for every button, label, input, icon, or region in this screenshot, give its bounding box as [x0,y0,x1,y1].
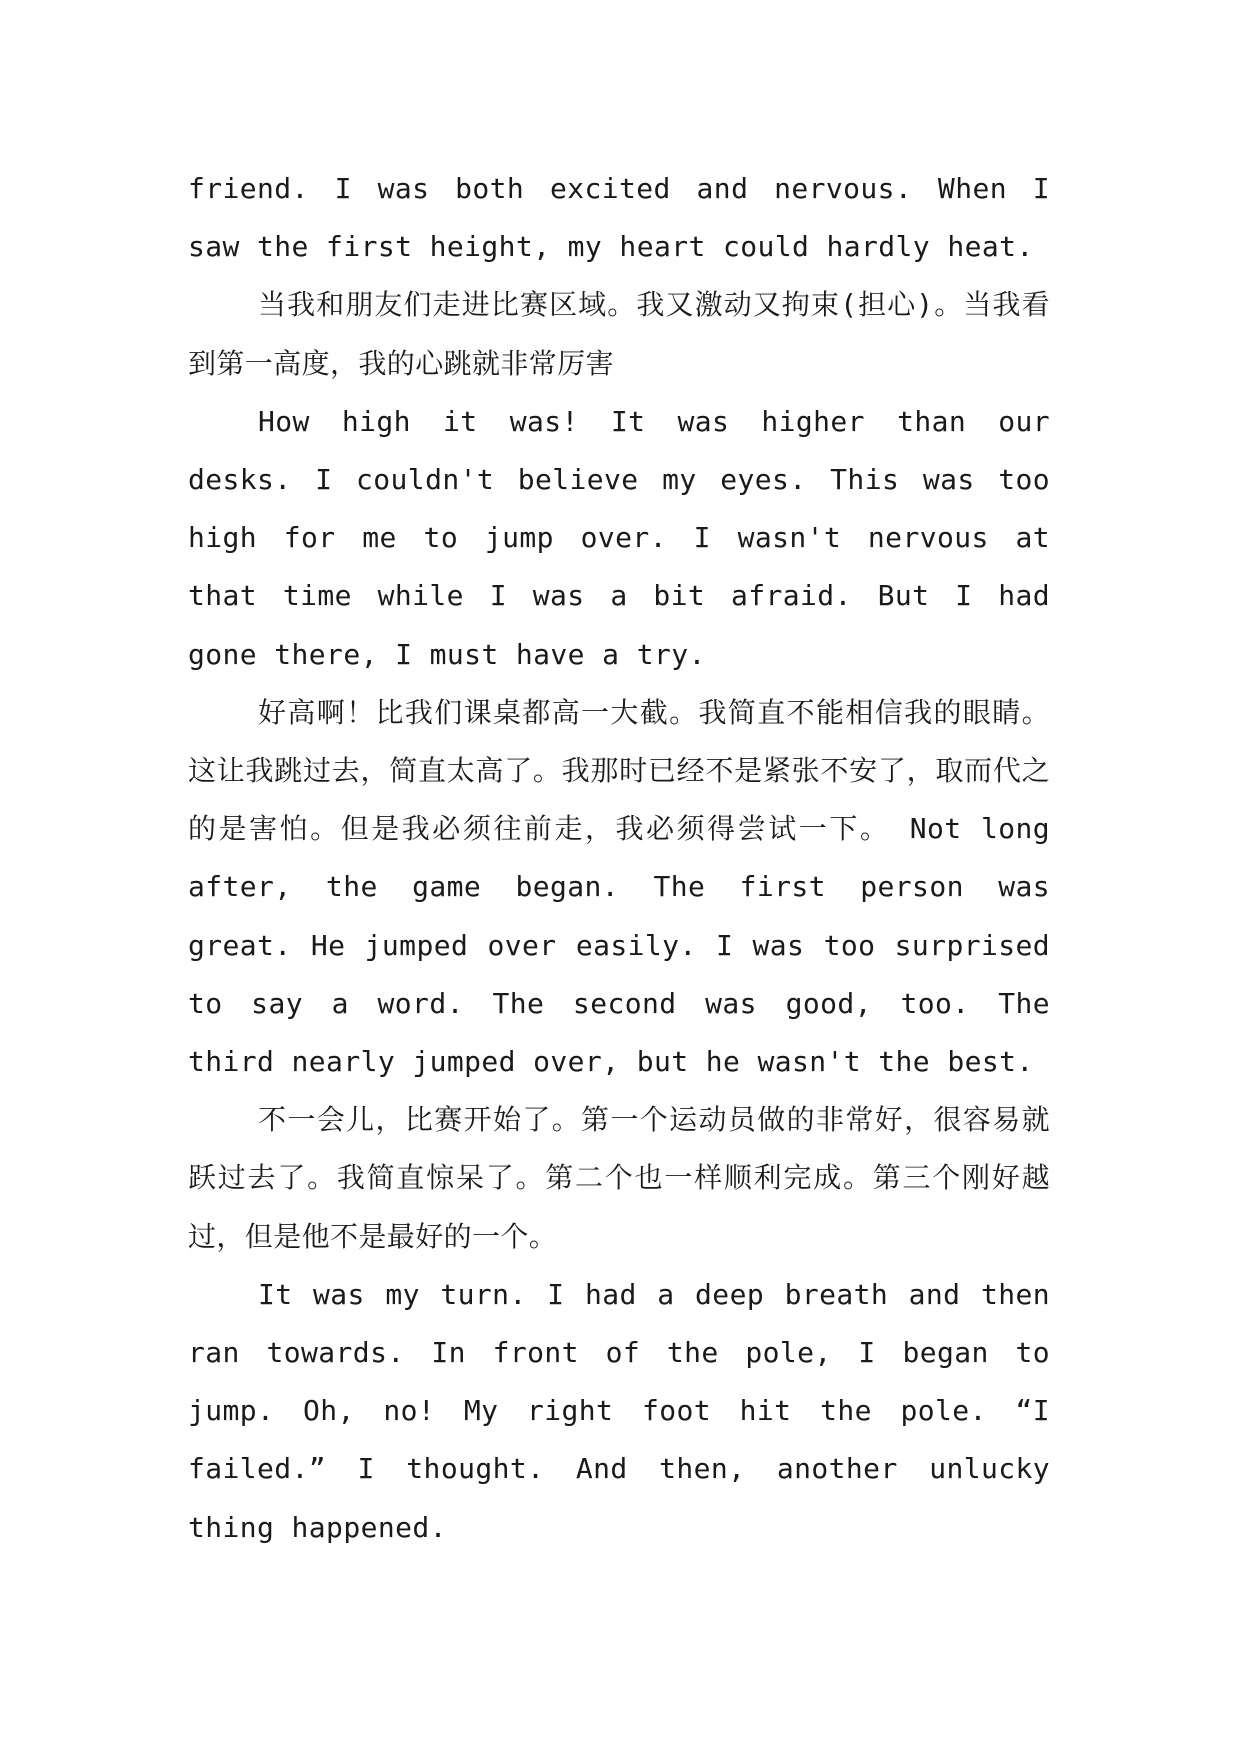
paragraph-1: friend. I was both excited and nervous. When I saw the first height, my heart could hardly heat. [188,172,1050,264]
paragraph-3: How high it was! It was higher than our desks. I couldn't believe my eyes. This was too high for me to jump over. I wasn't nervous at that time while I was a bit afraid. But I had gone there, I must have a try. [188,404,1050,671]
paragraph-6: It was my turn. I had a deep breath and then ran towards. In front of the pole, I began to jump. Oh, no! My right foot hit the pole. “I failed.” I thought. And then, another unlucky thing happened. [188,1277,1050,1544]
body-text [188,160,1050,1557]
paragraph-5: 不一会儿，比赛开始了。第一个运动员做的非常好，很容易就跃过去了。我简直惊呆了。第二个也一样顺利完成。第三个刚好越过，但是他不是最好的一个。 [188,1103,1050,1253]
paragraph-4: 好高啊！比我们课桌都高一大截。我简直不能相信我的眼睛。这让我跳过去，简直太高了。我那时已经不是紧张不安了，取而代之的是害怕。但是我必须往前走，我必须得尝试一下。 Not long after, the game began. The first person was great. He jumped over easily. I was too surprised to say a word. The second was good, too. The third nearly jumped over, but he wasn't the best. [188,695,1050,1079]
paragraph-2: 当我和朋友们走进比赛区域。我又激动又拘束(担心)。当我看到第一高度，我的心跳就非常厉害 [188,288,1050,380]
